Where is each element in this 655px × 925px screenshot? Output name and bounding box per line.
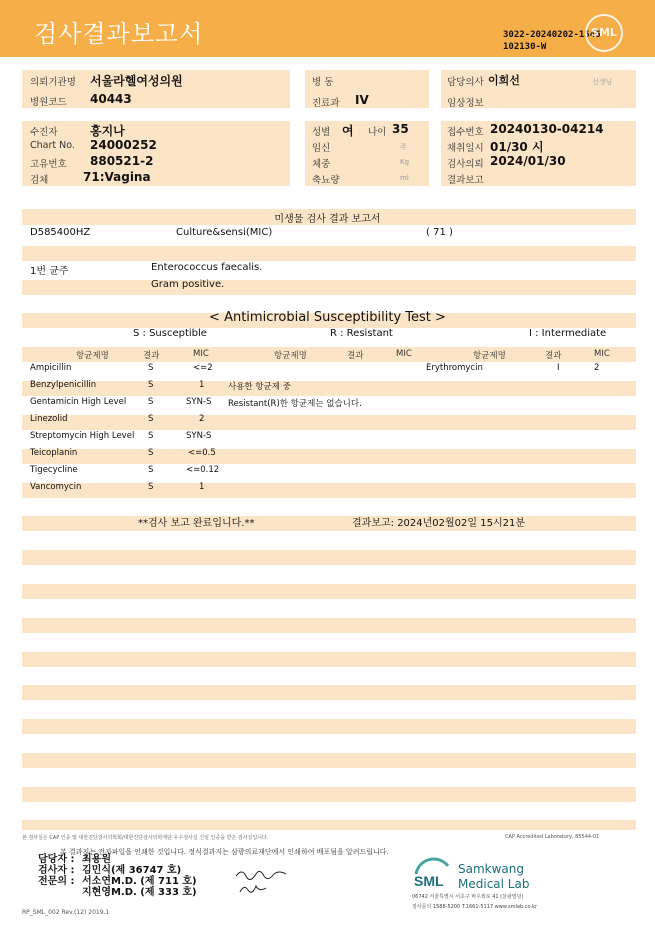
doctor-value: 이희선	[488, 74, 520, 87]
page-title: 검사결과보고서	[34, 20, 204, 48]
section-band	[22, 280, 636, 295]
section-band	[22, 820, 636, 830]
drug-name: Tigecycline	[30, 465, 78, 475]
drug-result: S	[148, 363, 154, 373]
col-drug: 항균제명	[473, 351, 506, 361]
test-number: ( 71 )	[426, 227, 453, 238]
gram-stain: Gram positive.	[151, 279, 225, 290]
drug-mic: SYN-S	[186, 431, 212, 441]
name-label: 수진자	[30, 127, 58, 138]
col-result: 결과	[347, 351, 364, 361]
report-time: 결과보고: 2024년02월02일 15시21분	[352, 518, 526, 529]
tester-label: 검사자 :	[38, 865, 75, 876]
hospital-code-value: 40443	[90, 92, 132, 106]
chart-value: 24000252	[90, 138, 157, 152]
drug-name: Linezolid	[30, 414, 68, 424]
specialist-name-1: 서소연M.D. (제 711 호)	[82, 876, 197, 887]
doctor-label: 담당의사	[447, 77, 484, 88]
section-band	[22, 381, 636, 396]
manager-label: 담당자 :	[38, 854, 75, 865]
sex-value: 여	[342, 124, 354, 138]
section-band	[22, 483, 636, 498]
specialist-label: 전문의 :	[38, 876, 75, 887]
urine-unit: ml	[400, 174, 409, 182]
legend-resistant: R : Resistant	[330, 328, 393, 339]
request-value: 2024/01/30	[490, 154, 566, 168]
specialist-name-2: 지현영M.D. (제 333 호)	[82, 887, 197, 898]
drug-result: S	[148, 465, 154, 475]
section-band	[22, 652, 636, 667]
test-code: D585400HZ	[30, 227, 91, 238]
col-drug: 항균제명	[274, 351, 307, 361]
section-band	[22, 584, 636, 599]
tester-name: 김민식(제 36747 호)	[82, 865, 182, 876]
report-label: 결과보고	[447, 175, 484, 186]
lab-contact: 검사문의 1588-5200 T.1661-5117 www.smlab.co.kr	[412, 904, 537, 910]
organism-name: Enterococcus faecalis.	[151, 262, 263, 273]
hospital-code-label: 병원코드	[30, 97, 67, 108]
drug-mic: <=0.12	[186, 465, 220, 475]
drug-mic: SYN-S	[186, 397, 212, 407]
facility-value: 서울라헬여성의원	[90, 74, 183, 88]
drug-mic: 2	[594, 363, 600, 373]
age-label: 나이	[368, 127, 387, 138]
facility-label: 의뢰기관명	[30, 77, 76, 88]
section-band	[22, 246, 636, 261]
note-line-1: 사용한 항균제 중	[228, 382, 291, 392]
drug-name: Streptomycin High Level	[30, 431, 135, 441]
specimen-label: 검체	[30, 175, 49, 186]
specimen-value: 71:Vagina	[83, 170, 151, 184]
col-mic: MIC	[193, 349, 209, 359]
section-band	[22, 415, 636, 430]
lab-name-2: Medical Lab	[458, 877, 530, 891]
drug-mic: <=2	[193, 363, 213, 373]
reception-value: 20240130-04214	[490, 122, 604, 136]
drug-name: Erythromycin	[426, 363, 483, 373]
drug-name: Ampicillin	[30, 363, 72, 373]
clinical-label: 임상정보	[447, 98, 484, 109]
section-band	[22, 787, 636, 802]
drug-result: I	[557, 363, 560, 373]
collection-value: 01/30 시	[490, 140, 544, 154]
weight-label: 체중	[312, 159, 331, 170]
name-value: 홍지나	[90, 124, 125, 138]
drug-result: S	[148, 431, 154, 441]
dept-value: IV	[355, 93, 369, 107]
document-number: 3022-20240202-1546 102130-W	[503, 30, 601, 52]
chart-label: Chart No.	[30, 140, 75, 151]
drug-mic: 1	[199, 380, 205, 390]
drug-name: Benzylpenicillin	[30, 380, 97, 390]
reception-label: 접수번호	[447, 127, 484, 138]
sml-logo-icon: SML	[585, 14, 623, 52]
note-line-2: Resistant(R)한 항균제는 없습니다.	[228, 399, 362, 409]
accreditation-note: 본 검사실은 CAP 인증 및 대한진단검사의학회/대한진단검사의학재단 우수검사실 신임 인증을 받은 검사실입니다.	[22, 835, 269, 841]
drug-mic: 1	[199, 482, 205, 492]
drug-name: Vancomycin	[30, 482, 82, 492]
dept-label: 진료과	[312, 98, 340, 109]
drug-result: S	[148, 397, 154, 407]
signature-icon	[232, 866, 292, 898]
report-heading: 미생물 검사 결과 보고서	[274, 214, 381, 225]
doctor-suffix: 선생님	[592, 78, 613, 86]
age-value: 35	[392, 122, 409, 136]
lab-address: 06742 서울특별시 서초구 바우뫼로 41 (삼광빌딩)	[412, 894, 524, 900]
section-band	[22, 516, 636, 531]
pregnancy-label: 임신	[312, 143, 331, 154]
sex-label: 성별	[312, 127, 331, 138]
lab-name-1: Samkwang	[458, 862, 524, 876]
drug-result: S	[148, 380, 154, 390]
drug-result: S	[148, 482, 154, 492]
report-complete: **검사 보고 완료입니다.**	[138, 518, 255, 529]
section-band	[22, 753, 636, 768]
drug-mic: <=0.5	[188, 448, 216, 458]
sml-text: SML	[414, 873, 444, 889]
section-band	[22, 685, 636, 700]
section-band	[22, 347, 636, 362]
drug-name: Gentamicin High Level	[30, 397, 127, 407]
id-label: 고유번호	[30, 159, 67, 170]
pregnancy-unit: 주	[400, 143, 407, 151]
test-name: Culture&sensi(MIC)	[176, 227, 273, 238]
request-label: 검사의뢰	[447, 159, 484, 170]
drug-name: Teicoplanin	[30, 448, 78, 458]
section-band	[22, 618, 636, 633]
organism-label: 1번 균주	[30, 266, 69, 277]
section-band	[22, 550, 636, 565]
samkwang-logo-icon	[412, 856, 452, 896]
print-notice: 본 결과지는 전자파일을 인쇄한 것입니다. 정식결과지는 삼광의료재단에서 인쇄하여 배포됨을 알려드립니다.	[60, 848, 389, 856]
col-mic: MIC	[594, 349, 610, 359]
col-mic: MIC	[396, 349, 412, 359]
patient-box	[22, 121, 290, 186]
section-band	[22, 449, 636, 464]
id-value: 880521-2	[90, 154, 154, 168]
form-code: RP_SML_002 Rev.(12) 2019.1	[22, 909, 110, 916]
cap-accreditation: CAP Accredited Laboratory, 85544-01	[505, 834, 600, 840]
manager-name: 최용원	[82, 854, 111, 865]
section-band	[22, 719, 636, 734]
col-result: 결과	[545, 351, 562, 361]
collection-label: 채취일시	[447, 143, 484, 154]
legend-susceptible: S : Susceptible	[133, 328, 207, 339]
urine-label: 축뇨량	[312, 175, 340, 186]
weight-unit: Kg	[400, 158, 410, 166]
drug-result: S	[148, 414, 154, 424]
ward-label: 병 동	[312, 77, 334, 88]
ast-title: < Antimicrobial Susceptibility Test >	[209, 310, 446, 325]
col-result: 결과	[143, 351, 160, 361]
drug-result: S	[148, 448, 154, 458]
legend-intermediate: I : Intermediate	[529, 328, 607, 339]
col-drug: 항균제명	[76, 351, 109, 361]
drug-mic: 2	[199, 414, 205, 424]
